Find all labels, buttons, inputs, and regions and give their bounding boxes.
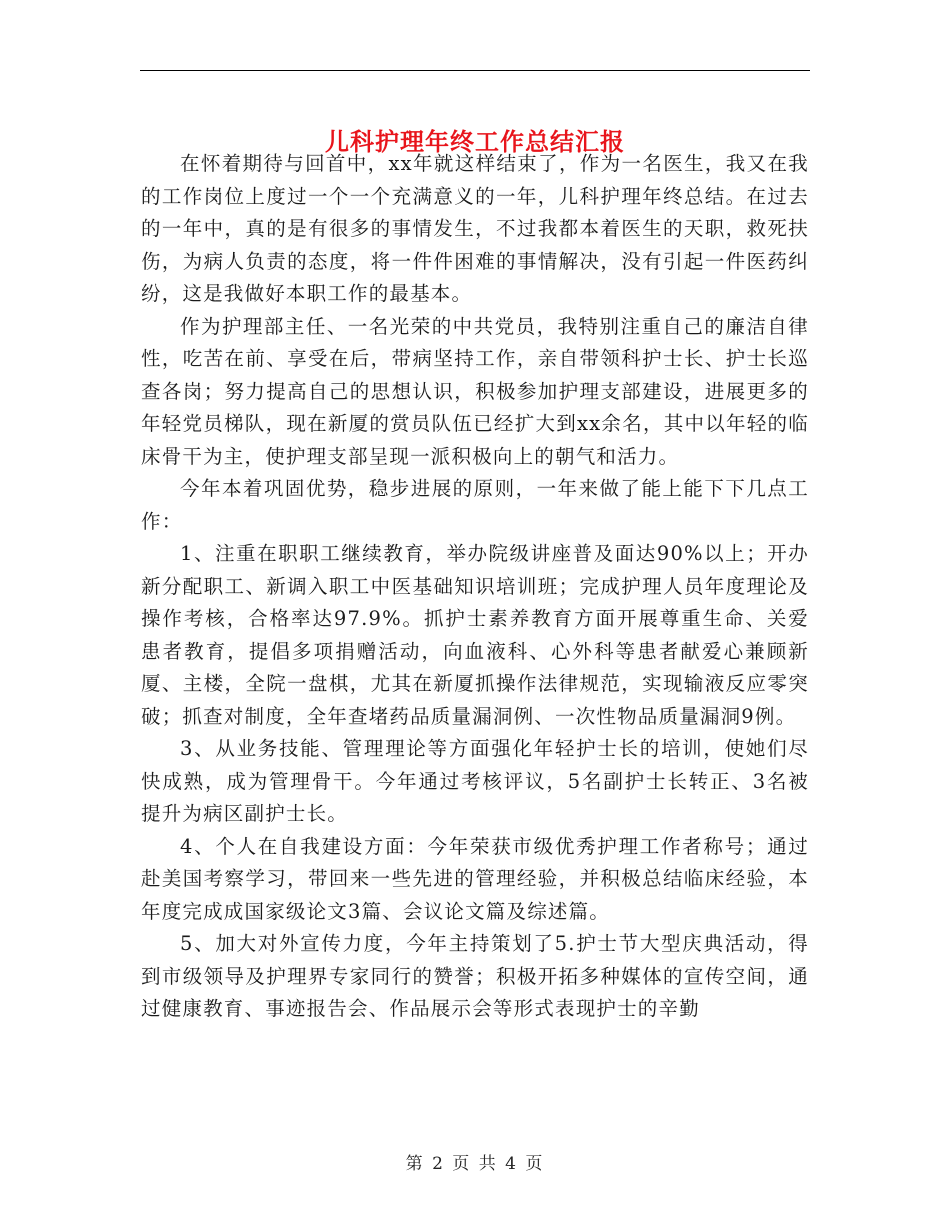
document-title: 儿科护理年终工作总结汇报 (325, 127, 625, 157)
header-rule (140, 70, 810, 71)
paragraph-item-4: 4、个人在自我建设方面：今年荣获市级优秀护理工作者称号；通过赴美国考察学习，带回来一些先进的管理经验，并积极总结临床经验，本年度完成成国家级论文3篇、会议论文篇及综述篇。 (141, 834, 809, 923)
document-body (141, 148, 809, 1026)
paragraph-work-principles: 今年本着巩固优势，稳步进展的原则，一年来做了能上能下下几点工作： (141, 477, 809, 533)
paragraph-party-member: 作为护理部主任、一名光荣的中共党员，我特别注重自己的廉洁自律性，吃苦在前、享受在后，带病坚持工作，亲自带领科护士长、护士长巡查各岗；努力提高自己的思想认识，积极参加护理支部建设，进展更多的年轻党员梯队，现在新厦的赏员队伍已经扩大到xx余名，其中以年轻的临床骨干为主，使护理支部呈现一派积极向上的朝气和活力。 (141, 314, 809, 468)
paragraph-intro: 在怀着期待与回首中，xx年就这样结束了，作为一名医生，我又在我的工作岗位上度过一个一个充满意义的一年，儿科护理年终总结。在过去的一年中，真的是有很多的事情发生，不过我都本着医生的天职，救死扶伤，为病人负责的态度，将一件件困难的事情解决，没有引起一件医药纠纷，这是我做好本职工作的最基本。 (141, 152, 809, 305)
paragraph-item-5: 5、加大对外宣传力度，今年主持策划了5.护士节大型庆典活动，得到市级领导及护理界专家同行的赞誉；积极开拓多种媒体的宣传空间，通过健康教育、事迹报告会、作品展示会等形式表现护士的辛勤 (141, 932, 809, 1020)
page-number-footer: 第 2 页 共 4 页 (405, 1154, 545, 1174)
paragraph-item-3: 3、从业务技能、管理理论等方面强化年轻护士长的培训，使她们尽快成熟，成为管理骨干。今年通过考核评议，5名副护士长转正、3名被提升为病区副护士长。 (141, 737, 809, 825)
paragraph-item-1: 1、注重在职职工继续教育，举办院级讲座普及面达90%以上；开办新分配职工、新调入职工中医基础知识培训班；完成护理人员年度理论及操作考核，合格率达97.9%。抓护士素养教育方面开展尊重生命、关爱患者教育，提倡多项捐赠活动，向血液科、心外科等患者献爱心兼顾新厦、主楼，全院一盘棋，尤其在新厦抓操作法律规范，实现输液反应零突破；抓查对制度，全年查堵药品质量漏洞例、一次性物品质量漏洞9例。 (141, 542, 809, 728)
